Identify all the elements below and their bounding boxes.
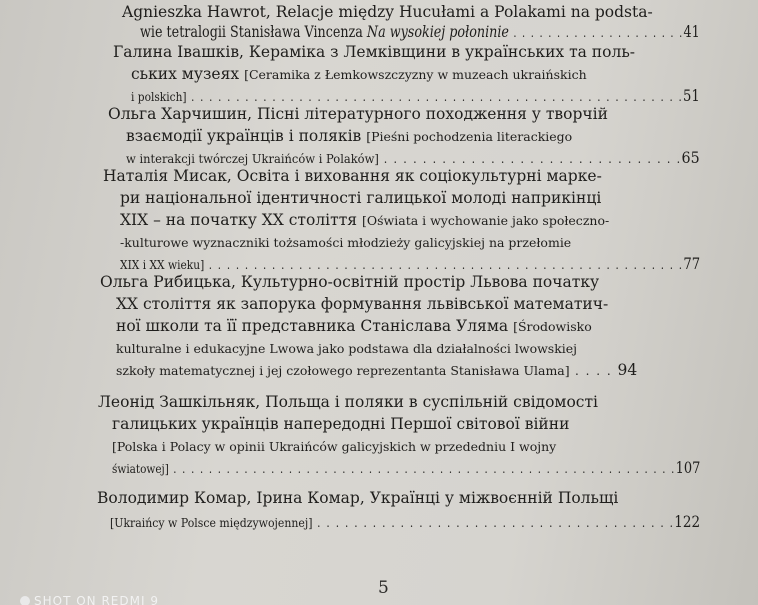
toc-line [113,42,635,62]
entry-text: Ольга Харчишин, Пісні літературного походження у творчій [108,105,608,123]
toc-line [110,512,700,533]
toc-line [140,22,700,43]
entry-page-number: 107 [675,459,701,477]
entry-polish-translation: szkoły matematycznej i jej czołowego reprezentanta Stanisława Ulama] [116,363,570,378]
leader-dots: . . . . . . . . . . . . . . . . . . . . . . . . . . . . . . . . . . . . . . . [312,516,675,530]
camera-watermark [20,594,159,605]
leader-dots: . . . . . . . . . . . . . . . . . . . . [508,26,684,40]
entry-text: Ольга Рибицька, Культурно-освітній простір Львова початку [100,273,600,291]
entry-polish-translation: kulturalne i edukacyjne Lwowa jako podstawa dla działalności lwowskiej [116,341,578,356]
leader-dots: . . . . . . . . . . . . . . . . . . . . . . . . . . . . . . . . . . . . . . . . . . . . . . . . . . . . . . . [186,90,684,104]
entry-text: галицьких українців напередодні Першої світової війни [112,415,570,433]
toc-line [131,64,587,85]
entry-text: ри національної ідентичності галицької молоді наприкінці [120,189,602,207]
leader-dots: . . . . . . . . . . . . . . . . . . . . . . . . . . . . . . . . . . . . . . . . . . . . . . . . . . . . . . . . . [168,462,676,476]
entry-polish-translation: [Ukraińcy w Polsce międzywojennej] [110,515,313,530]
toc-line [122,2,653,22]
toc-line [108,104,608,124]
entry-text: Володимир Комар, Ірина Комар, Українці у міжвоєнній Польщі [97,489,619,507]
entry-text: ських музеях [131,65,245,83]
entry-polish-translation: w interakcji twórczej Ukraińców i Polaków] [126,151,379,166]
entry-page-number: 51 [683,87,700,105]
entry-text: Леонід Зашкільняк, Польща і поляки в суспільній свідомості [98,393,599,411]
leader-dots: . . . . [569,364,618,378]
entry-polish-translation: [Polska i Polacy w opinii Ukraińców galicyjskich w przededniu I wojny [112,439,557,454]
toc-line [112,458,700,479]
toc-line [116,316,592,337]
entry-text: XX століття як запорука формування львівської математич- [116,295,609,313]
toc-line [120,232,571,253]
entry-polish-translation: i polskich] [131,89,187,104]
entry-polish-translation: [Pieśni pochodzenia literackiego [366,129,573,144]
entry-polish-translation: światowej] [112,461,169,476]
entry-text: ної школи та її представника Станіслава Уляма [116,317,514,335]
toc-line [126,126,572,147]
entry-polish-translation: [Oświata i wychowanie jako społeczno- [362,213,610,228]
entry-polish-translation: -kulturowe wyznaczniki tożsamości młodzieży galicyjskiej na przełomie [120,235,572,250]
toc-line [120,188,601,208]
entry-polish-translation: XIX i XX wieku] [120,257,205,272]
entry-page-number: 77 [683,255,701,273]
leader-dots: . . . . . . . . . . . . . . . . . . . . . . . . . . . . . . . . . . . . . . . . . . . . . . . . . . . . . [204,258,684,272]
entry-page-number: 94 [617,361,638,379]
camera-dot-icon [20,596,30,605]
toc-line [116,360,637,381]
toc-line [116,294,608,314]
toc-line [116,338,577,359]
page-number: 5 [378,578,389,598]
watermark-text: SHOT ON REDMI 9 [34,594,159,605]
toc-line [100,272,599,292]
leader-dots: . . . . . . . . . . . . . . . . . . . . . . . . . . . . . . . [378,152,682,166]
toc-line [98,392,598,412]
entry-text: XIX – на початку XX століття [120,211,362,229]
toc-line [97,488,618,508]
toc-line [103,166,602,186]
entry-text: Наталія Мисак, Освіта і виховання як соціокультурні марке- [103,167,602,185]
entry-text: Agnieszka Hawrot, Relacje między Hucułami a Polakami na podsta- [122,3,653,21]
entry-text: wie tetralogii Stanisława Vincenza [140,23,367,41]
toc-line [112,436,556,457]
entry-polish-translation: [Środowisko [513,319,592,334]
entry-text: взаємодії українців і поляків [126,127,367,145]
entry-polish-translation: [Ceramika z Łemkowszczyzny w muzeach ukraińskich [244,67,587,82]
toc-line [112,414,569,434]
entry-page-number: 122 [674,513,701,531]
toc-line [120,210,609,231]
entry-page-number: 41 [683,23,700,41]
entry-text: Галина Івашків, Кераміка з Лемківщини в українських та поль- [113,43,635,61]
entry-page-number: 65 [681,149,700,167]
entry-title-italic: Na wysokiej połoninie [366,23,509,41]
